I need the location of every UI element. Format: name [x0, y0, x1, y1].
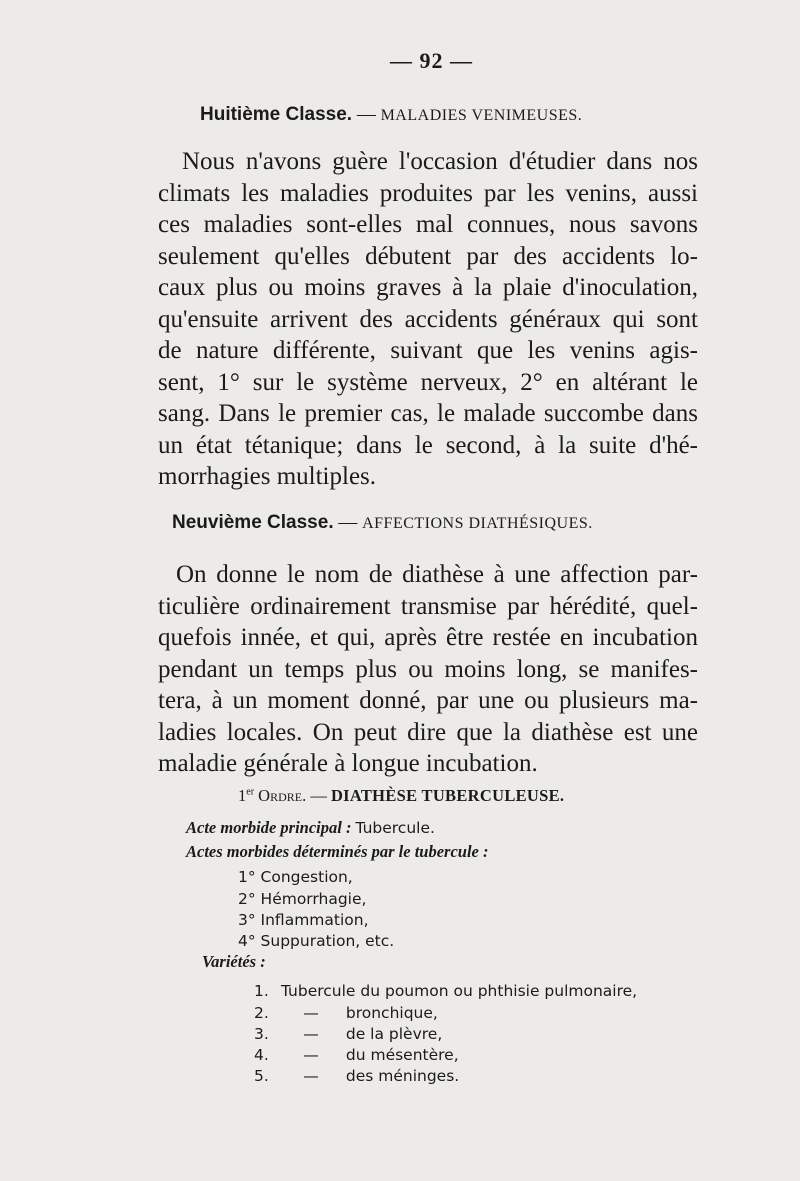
acte-item: 3° Inflammation, [238, 911, 369, 929]
variete-number: 5. [254, 1067, 269, 1085]
actes-determines-label: Actes morbides déterminés par le tubercule : [186, 842, 489, 861]
variete-number: 1. [254, 982, 269, 1000]
order-dash: — [310, 786, 327, 805]
acte-item: 2° Hémorrhagie, [238, 890, 367, 908]
text-line: ticulière ordinairement transmise par hérédité, quel- [158, 592, 698, 620]
variete-item [254, 1025, 442, 1043]
ditto-dash: — [303, 1004, 319, 1022]
text-line: sang. Dans le premier cas, le malade succombe dans [158, 400, 698, 427]
text-line: climats les maladies produites par les venins, aussi [158, 179, 698, 207]
text-line: tera, à un moment donné, par une ou plusieurs ma- [158, 687, 698, 714]
order-title: DIATHÈSE TUBERCULEUSE. [330, 786, 565, 805]
page-number: — 92 — [390, 48, 473, 73]
variete-item [254, 1046, 459, 1064]
text-line: Nous n'avons guère l'occasion d'étudier dans nos [182, 148, 698, 175]
acte-principal-label: Acte morbide principal : [186, 818, 352, 837]
heading-dash: — [338, 512, 358, 533]
text-line: caux plus ou moins graves à la plaie d'inoculation, [158, 274, 698, 301]
text-line: On donne le nom de diathèse à une affection par- [176, 561, 698, 588]
text-line: sent, 1° sur le système nerveux, 2° en altérant le [158, 368, 698, 396]
paragraph-affections-diathesiques [158, 559, 698, 780]
variete-text: bronchique, [345, 1004, 438, 1022]
variete-number: 3. [254, 1025, 269, 1043]
heading-dash: — [356, 104, 376, 125]
acte-item: 1° Congestion, [238, 868, 353, 886]
acte-item: 4° Suppuration, etc. [238, 932, 395, 950]
ditto-dash: — [303, 1067, 319, 1085]
variete-item [254, 1004, 438, 1022]
variete-item [254, 982, 637, 1000]
variete-item [254, 1067, 459, 1085]
text-line: qu'ensuite arrivent des accidents généraux qui sont [158, 305, 698, 333]
variete-text: des méninges. [345, 1067, 460, 1085]
acte-principal [186, 818, 435, 838]
varietes-label: Variétés : [202, 952, 266, 971]
order-label: Ordre. [258, 786, 307, 805]
text-line: ces maladies sont-elles mal connues, nous savons [158, 211, 698, 238]
section-heading-neuvieme [172, 512, 593, 534]
variete-text: du mésentère, [345, 1046, 459, 1064]
paragraph-maladies-venimeuses [158, 146, 698, 493]
variete-number: 4. [254, 1046, 269, 1064]
text-line: seulement qu'elles débutent par des accidents lo- [158, 242, 698, 270]
acte-principal-value: Tubercule. [355, 819, 435, 837]
text-line: quefois innée, et qui, après être restée en incubation [158, 624, 698, 651]
text-line: morrhagies multiples. [158, 463, 377, 490]
section-heading-huitieme [200, 104, 582, 126]
class-subtitle: MALADIES VENIMEUSES. [380, 107, 583, 124]
order-sup: er [246, 786, 255, 798]
text-line: de nature différente, suivant que les venins agis- [158, 337, 698, 364]
text-line: ladies locales. On peut dire que la diathèse est une [158, 718, 698, 746]
text-line: maladie générale à longue incubation. [158, 750, 538, 777]
text-line: un état tétanique; dans le second, à la suite d'hé- [158, 431, 698, 459]
variete-text: de la plèvre, [345, 1025, 443, 1043]
variete-text: Tubercule du poumon ou phthisie pulmonaire, [280, 982, 638, 1000]
class-subtitle: AFFECTIONS DIATHÉSIQUES. [362, 515, 593, 532]
order-number: 1 [238, 786, 247, 805]
variete-number: 2. [254, 1004, 269, 1022]
ditto-dash: — [303, 1046, 319, 1064]
class-title: Neuvième Classe. [172, 512, 334, 533]
text-line: pendant un temps plus ou moins long, se manifes- [158, 655, 698, 683]
class-title: Huitième Classe. [200, 104, 353, 125]
order-heading [238, 786, 564, 806]
ditto-dash: — [303, 1025, 319, 1043]
